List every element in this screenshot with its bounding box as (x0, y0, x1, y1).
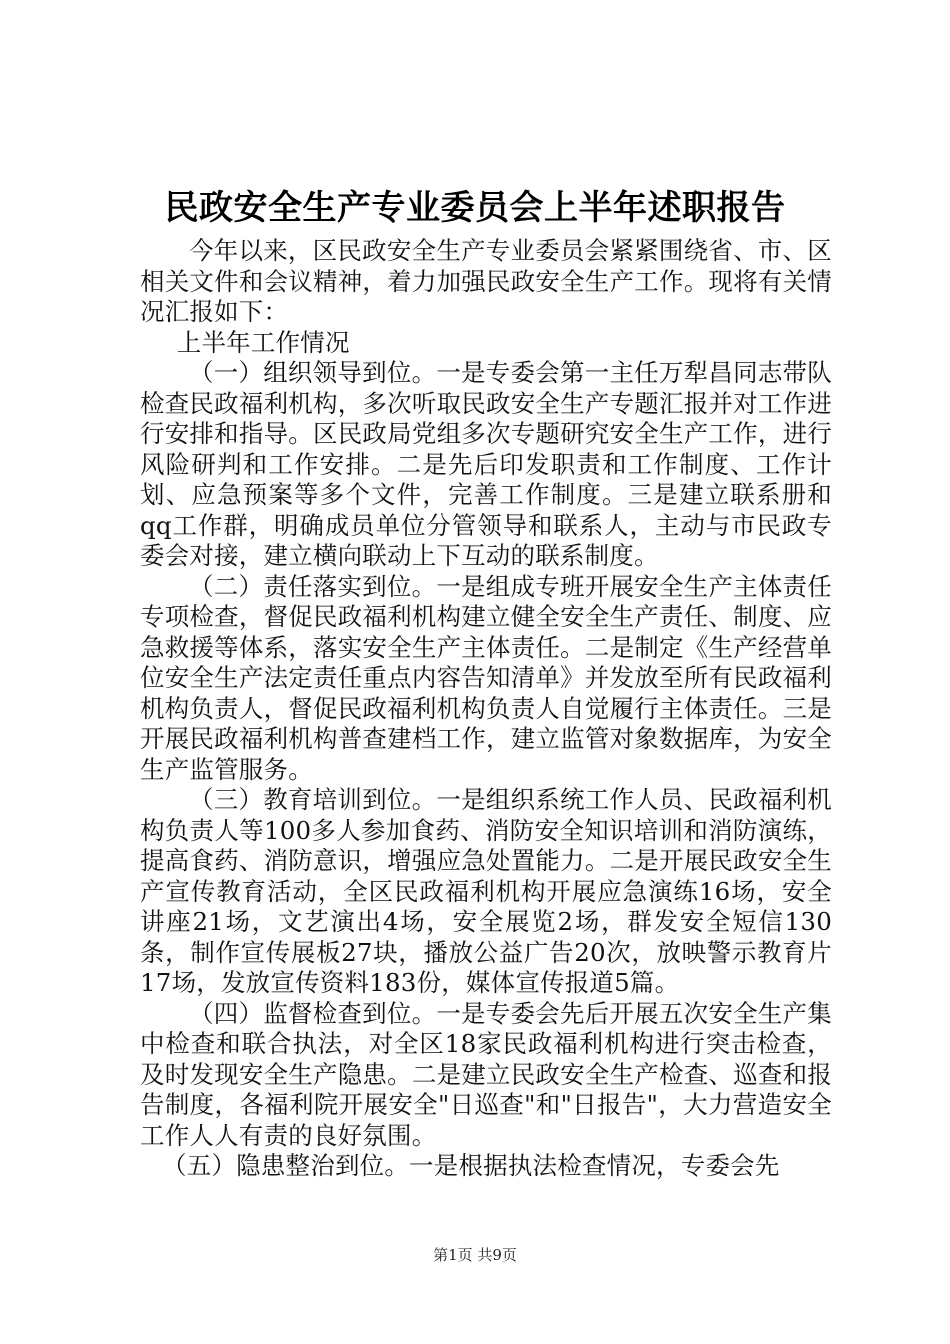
section-paragraph-3: （三）教育培训到位。一是组织系统工作人员、民政福利机构负责人等100多人参加食药、消防安全知识培训和消防演练，提高食药、消防意识，增强应急处置能力。二是开展民政安全生产宣传教育活动，全区民政福利机构开展应急演练16场，安全讲座21场，文艺演出4场，安全展览2场，群发安全短信130条，制作宣传展板27块，播放公益广告20次，放映警示教育片17场，发放宣传资料183份，媒体宣传报道5篇。 (140, 785, 832, 997)
section-heading: 上半年工作情况 (176, 327, 350, 357)
section-paragraph-1: （一）组织领导到位。一是专委会第一主任万犁昌同志带队检查民政福利机构，多次听取民政安全生产专题汇报并对工作进行安排和指导。区民政局党组多次专题研究安全生产工作，进行风险研判和工作安排。二是先后印发职责和工作制度、工作计划、应急预案等多个文件，完善工作制度。三是建立联系册和qq工作群，明确成员单位分管领导和联系人，主动与市民政专委会对接，建立横向联动上下互动的联系制度。 (140, 358, 832, 570)
page-number-footer: 第1页 共9页 (433, 1246, 517, 1264)
section-paragraph-2: （二）责任落实到位。一是组成专班开展安全生产主体责任专项检查，督促民政福利机构建立健全安全生产责任、制度、应急救援等体系，落实安全生产主体责任。二是制定《生产经营单位安全生产法定责任重点内容告知清单》并发放至所有民政福利机构负责人，督促民政福利机构负责人自觉履行主体责任。三是开展民政福利机构普查建档工作，建立监管对象数据库，为安全生产监管服务。 (140, 571, 832, 784)
section-paragraph-4: （四）监督检查到位。一是专委会先后开展五次安全生产集中检查和联合执法，对全区18家民政福利机构进行突击检查，及时发现安全生产隐患。二是建立民政安全生产检查、巡查和报告制度，各福利院开展安全"日巡查"和"日报告"，大力营造安全工作人人有责的良好氛围。 (140, 998, 832, 1150)
section-paragraph-5: （五）隐患整治到位。一是根据执法检查情况，专委会先 (162, 1151, 780, 1180)
document-title: 民政安全生产专业委员会上半年述职报告 (164, 188, 786, 228)
intro-paragraph: 今年以来，区民政安全生产专业委员会紧紧围绕省、市、区相关文件和会议精神，着力加强民政安全生产工作。现将有关情况汇报如下： (140, 236, 832, 326)
document-body (140, 236, 832, 1182)
